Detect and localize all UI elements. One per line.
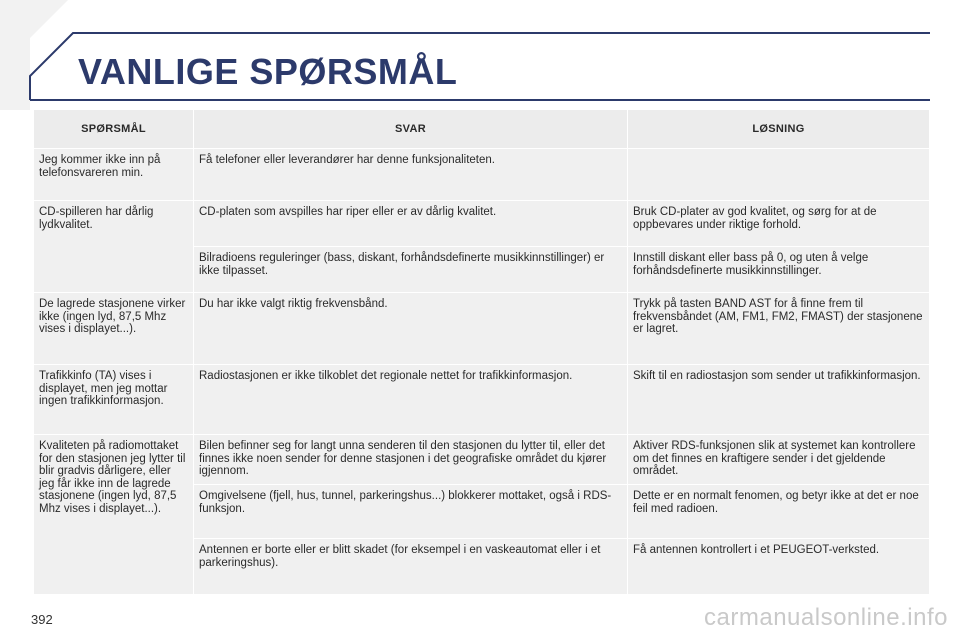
question-cell: De lagrede stasjonene virker ikke (ingen lyd, 87,5 Mhz vises i displayet...). xyxy=(34,293,194,365)
solution-cell: Trykk på tasten BAND AST for å finne frem til frekvensbåndet (AM, FM1, FM2, FMAST) der stasjonene er lagret. xyxy=(628,293,930,365)
answer-cell: Antennen er borte eller er blitt skadet (for eksempel i en vaskeautomat eller i et parkeringshus). xyxy=(194,539,628,595)
solution-cell: Dette er en normalt fenomen, og betyr ikke at det er noe feil med radioen. xyxy=(628,485,930,539)
table-row xyxy=(34,293,930,365)
solution-cell: Innstill diskant eller bass på 0, og uten å velge forhåndsdefinerte musikkinnstillinger. xyxy=(628,247,930,293)
page-number: 392 xyxy=(31,612,53,627)
solution-cell: Bruk CD-plater av god kvalitet, og sørg for at de oppbevares under riktige forhold. xyxy=(628,201,930,247)
column-header-solution: LØSNING xyxy=(628,110,930,149)
solution-cell: Aktiver RDS-funksjonen slik at systemet kan kontrollere om det finnes en kraftigere sender i det gjeldende området. xyxy=(628,435,930,485)
table-row xyxy=(34,365,930,435)
solution-cell xyxy=(628,149,930,201)
answer-cell: Radiostasjonen er ikke tilkoblet det regionale nettet for trafikkinformasjon. xyxy=(194,365,628,435)
column-header-answer: SVAR xyxy=(194,110,628,149)
solution-cell: Skift til en radiostasjon som sender ut trafikkinformasjon. xyxy=(628,365,930,435)
question-cell: Jeg kommer ikke inn på telefonsvareren min. xyxy=(34,149,194,201)
answer-cell: Bilen befinner seg for langt unna senderen til den stasjonen du lytter til, eller det finnes ikke noen sender for denne stasjonen i det geografiske området du kjører igjennom. xyxy=(194,435,628,485)
answer-cell: Du har ikke valgt riktig frekvensbånd. xyxy=(194,293,628,365)
page-header xyxy=(0,0,960,110)
answer-cell: Omgivelsene (fjell, hus, tunnel, parkeringshus...) blokkerer mottaket, også i RDS-funksjon. xyxy=(194,485,628,539)
page-title: VANLIGE SPØRSMÅL xyxy=(78,51,458,92)
table-header-row xyxy=(34,110,930,149)
question-cell: CD-spilleren har dårlig lydkvalitet. xyxy=(34,201,194,293)
question-cell: Trafikkinfo (TA) vises i displayet, men jeg mottar ingen trafikkinformasjon. xyxy=(34,365,194,435)
question-cell: Kvaliteten på radiomottaket for den stasjonen jeg lytter til blir gradvis dårligere, eller jeg får ikke inn de lagrede stasjonene (ingen lyd, 87,5 Mhz vises i displayet...). xyxy=(34,435,194,595)
solution-cell: Få antennen kontrollert i et PEUGEOT-verksted. xyxy=(628,539,930,595)
answer-cell: Bilradioens reguleringer (bass, diskant, forhåndsdefinerte musikkinnstillinger) er ikke tilpasset. xyxy=(194,247,628,293)
table-row xyxy=(34,201,930,247)
watermark: carmanualsonline.info xyxy=(704,604,948,631)
column-header-question: SPØRSMÅL xyxy=(34,110,194,149)
table-row xyxy=(34,435,930,485)
faq-table xyxy=(33,109,930,595)
answer-cell: CD-platen som avspilles har riper eller er av dårlig kvalitet. xyxy=(194,201,628,247)
answer-cell: Få telefoner eller leverandører har denne funksjonaliteten. xyxy=(194,149,628,201)
table-row xyxy=(34,149,930,201)
